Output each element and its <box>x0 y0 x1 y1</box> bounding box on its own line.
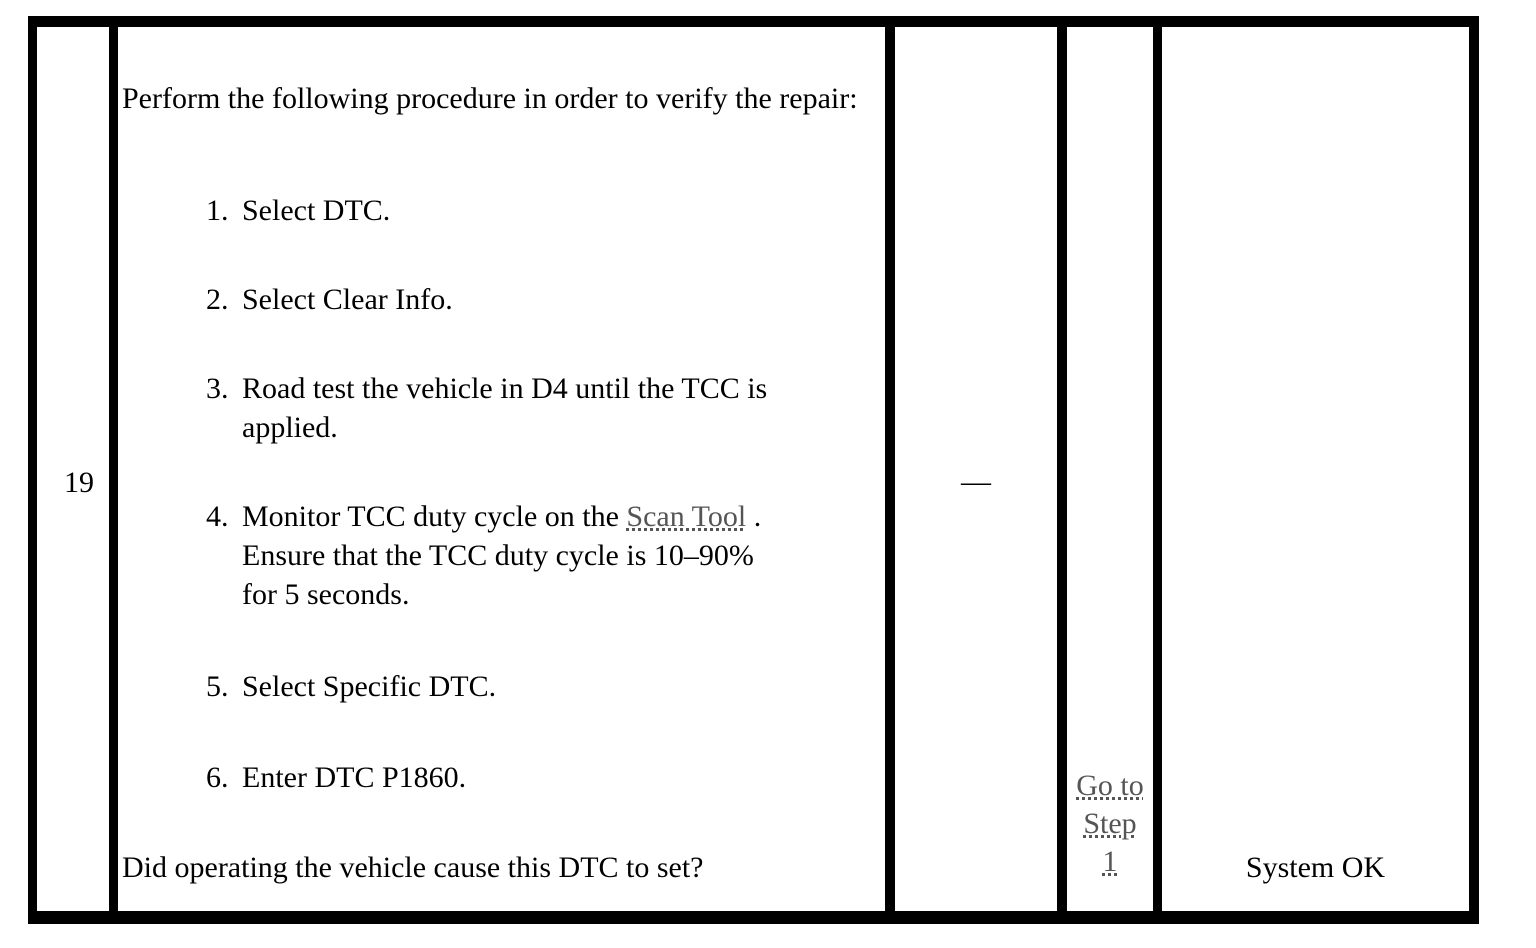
system-ok-text: System OK <box>1245 851 1386 884</box>
procedure-step-text-part: Monitor TCC duty cycle on the <box>242 500 627 533</box>
step-number: 19 <box>64 466 94 499</box>
procedure-step-number: 6. <box>206 761 229 794</box>
go-to-link-line[interactable]: Step <box>1083 807 1137 840</box>
procedure-step-text: Ensure that the TCC duty cycle is 10–90% <box>242 539 754 572</box>
yes-cell <box>1064 24 1156 914</box>
procedure-step-number: 1. <box>206 194 229 227</box>
procedure-step-text: Road test the vehicle in D4 until the TCC is <box>242 372 768 405</box>
procedure-step-number: 3. <box>206 372 229 405</box>
procedure-step-number: 5. <box>206 670 229 703</box>
diagnostic-table <box>28 16 1479 924</box>
go-to-step-1-link[interactable] <box>1067 767 1153 881</box>
go-to-link-line[interactable]: 1 <box>1102 845 1118 878</box>
procedure-step-text: for 5 seconds. <box>242 578 410 611</box>
procedure-step-text: Select Clear Info. <box>242 283 453 316</box>
scan-tool-link[interactable]: Scan Tool <box>626 500 747 533</box>
no-cell <box>1159 24 1472 914</box>
procedure-step-text: Enter DTC P1860. <box>242 761 467 794</box>
step-cell <box>34 24 112 914</box>
action-question: Did operating the vehicle cause this DTC to set? <box>122 851 704 884</box>
value-cell <box>892 24 1060 914</box>
procedure-step-text-part: . <box>746 500 762 533</box>
action-cell <box>115 24 888 914</box>
action-intro: Perform the following procedure in order to verify the repair: <box>122 82 858 115</box>
procedure-step-text: Select DTC. <box>242 194 391 227</box>
procedure-step-text: Select Specific DTC. <box>242 670 497 703</box>
procedure-step-number: 2. <box>206 283 229 316</box>
procedure-step-text: applied. <box>242 411 338 444</box>
go-to-link-line[interactable]: Go to <box>1076 769 1144 802</box>
procedure-step-text <box>242 497 842 536</box>
value-dash: — <box>961 465 991 498</box>
procedure-step-number: 4. <box>206 500 229 533</box>
